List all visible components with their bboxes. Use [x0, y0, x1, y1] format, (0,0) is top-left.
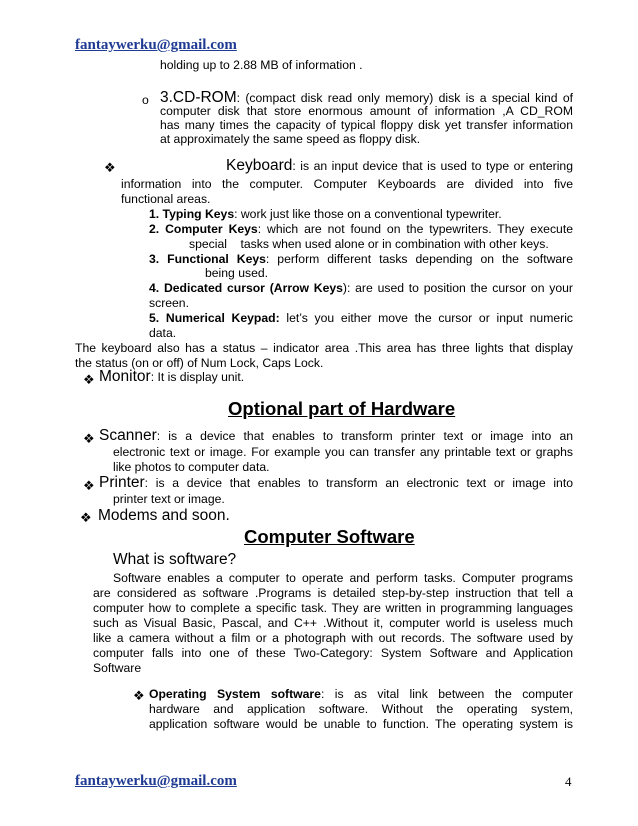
keyboard-item-5-label: 5. Numerical Keypad: [149, 311, 280, 325]
scanner-line1 [99, 428, 573, 444]
keyboard-item-2 [149, 222, 573, 237]
printer-bullet-icon: ❖ [83, 478, 95, 493]
optional-hardware-heading: Optional part of Hardware [228, 398, 456, 419]
printer-term: Printer [99, 474, 145, 491]
cdrom-line3: has many times the capacity of typical floppy disk yet transfer information [160, 118, 573, 132]
scanner-text: : is a device that enables to transform printer text or image into an [156, 429, 573, 443]
cdrom-text: : (compact disk read only memory) disk is a special kind of [236, 91, 573, 105]
cdrom-line2: computer disk that store enormous amount of information ,A CD_ROM [160, 104, 573, 118]
keyboard-item-3-text: : perform different tasks depending on the software [265, 252, 573, 266]
keyboard-status-line1: The keyboard also has a status – indicator area .This area has three lights that display [75, 341, 573, 355]
os-line1 [149, 687, 573, 702]
keyboard-item-4 [149, 281, 573, 296]
keyboard-item-1 [149, 207, 502, 222]
keyboard-line3: functional areas. [121, 192, 211, 206]
keyboard-item-4-label: 4. Dedicated cursor (Arrow Keys [149, 281, 343, 295]
os-text: : is as vital link between the computer [320, 687, 573, 701]
monitor-term: Monitor [99, 368, 151, 385]
keyboard-item-3 [149, 252, 573, 267]
keyboard-item-3-cont: being used. [205, 266, 269, 280]
page-number: 4 [565, 774, 572, 789]
software-para-line7: Software [93, 661, 142, 675]
software-para-line4: such as Visual Basic, Pascal, and C++ .Without it, computer world is useless much [93, 616, 573, 630]
keyboard-term: Keyboard [226, 157, 293, 174]
keyboard-item-2-text: : which are not found on the typewriters. They execute [257, 222, 573, 236]
monitor-bullet-icon: ❖ [83, 372, 95, 387]
printer-text: : is a device that enables to transform an electronic text or image into [144, 476, 573, 490]
keyboard-item-2-label: 2. Computer Keys [149, 222, 258, 236]
os-term: Operating System software [149, 687, 321, 701]
cdrom-term: 3.CD-ROM [160, 89, 237, 106]
keyboard-item-1-text: : work just like those on a conventional typewriter. [234, 207, 502, 221]
keyboard-text: : is an input device that is used to type or entering [292, 159, 573, 173]
keyboard-status-line2: the status (on or off) of Num Lock, Caps Lock. [75, 356, 324, 370]
scanner-bullet-icon: ❖ [83, 431, 95, 446]
keyboard-item-5 [149, 311, 573, 326]
footer-email[interactable]: fantaywerku@gmail.com [75, 773, 237, 789]
software-para-line1: Software enables a computer to operate and perform tasks. Computer programs [113, 571, 573, 585]
keyboard-item-3-label: 3. Functional Keys [149, 252, 266, 266]
monitor-text: : It is display unit. [150, 370, 245, 384]
computer-software-heading: Computer Software [244, 526, 415, 547]
keyboard-item-2-cont: special tasks when used alone or in combination with other keys. [189, 237, 549, 251]
scanner-line2: electronic text or image. For example you can transfer any printable text or graphs [113, 445, 573, 459]
keyboard-item-4-cont: screen. [149, 296, 189, 310]
os-bullet-icon: ❖ [133, 688, 145, 703]
monitor-line [99, 369, 244, 385]
printer-line1 [99, 475, 573, 491]
floppy-tail-text: holding up to 2.88 MB of information . [160, 58, 363, 72]
keyboard-line2: information into the computer. Computer Keyboards are divided into five [121, 177, 573, 191]
cdrom-line4: at approximately the same speed as floppy disk. [160, 132, 421, 146]
cdrom-bullet: o [142, 93, 149, 107]
keyboard-line1 [226, 158, 573, 174]
keyboard-item-1-label: 1. Typing Keys [149, 207, 235, 221]
scanner-term: Scanner [99, 427, 157, 444]
software-para-line5: like a camera without a film or a photograph with out records. The software used by [93, 631, 573, 645]
what-is-software-heading: What is software? [113, 551, 237, 568]
scanner-line3: like photos to computer data. [113, 460, 270, 474]
os-line3: application software would be unable to function. The operating system is [149, 717, 573, 731]
software-para-line2: are considered as software .Programs is detailed step-by-step instruction that tell a [93, 586, 573, 600]
keyboard-bullet-icon: ❖ [104, 160, 116, 175]
modems-bullet-icon: ❖ [80, 510, 92, 525]
os-line2: hardware and application software. Without the operating system, [149, 702, 573, 716]
modems-text: Modems and soon. [98, 507, 230, 524]
header-email[interactable]: fantaywerku@gmail.com [75, 37, 237, 53]
keyboard-item-5-cont: data. [149, 326, 177, 340]
software-para-line6: computer falls into one of these Two-Category: System Software and Application [93, 646, 573, 660]
keyboard-item-4-text: ): are used to position the cursor on your [342, 281, 573, 295]
printer-line2: printer text or image. [113, 492, 225, 506]
keyboard-item-5-text: let’s you either move the cursor or input numeric [279, 311, 574, 325]
software-para-line3: computer how to complete a specific task. They are written in programming languages [93, 601, 573, 615]
